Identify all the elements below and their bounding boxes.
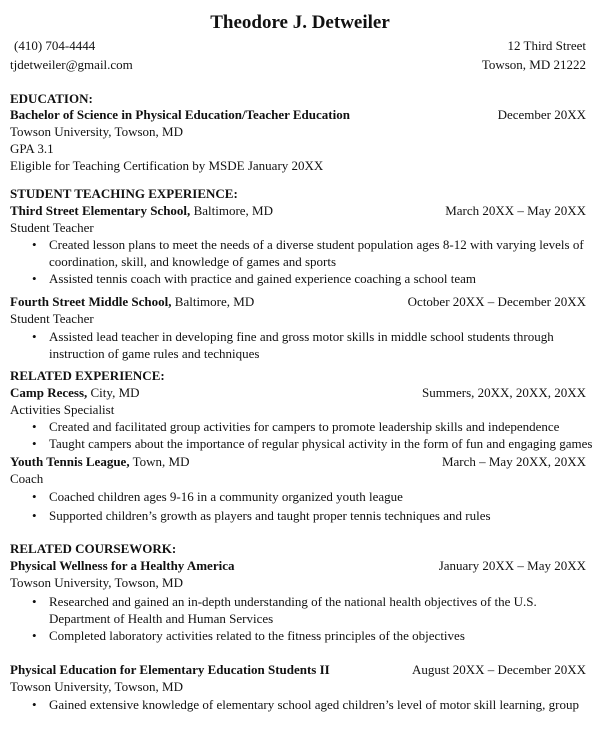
bullet-icon: • <box>32 271 37 286</box>
bullet-icon: • <box>32 237 37 252</box>
bullet-icon: • <box>32 489 37 504</box>
bullet-icon: • <box>32 508 37 523</box>
course-school: Towson University, Towson, MD <box>10 679 183 694</box>
contact-row-2 <box>10 56 586 73</box>
job-role: Student Teacher <box>10 311 94 326</box>
job-organization: Youth Tennis League, <box>10 454 130 469</box>
job-organization: Camp Recess, <box>10 385 88 400</box>
job-header <box>10 453 586 470</box>
list-item: • Researched and gained an in-depth understanding of the national health objectives of the U.S. Department of Health and Human Services <box>32 594 537 626</box>
street-address: 12 Third Street <box>507 38 586 53</box>
course-header <box>10 661 586 678</box>
city-address: Towson, MD 21222 <box>481 57 586 72</box>
degree: Bachelor of Science in Physical Education/Teacher Education <box>10 107 350 122</box>
course-title: Physical Wellness for a Healthy America <box>10 558 235 573</box>
education-degree-row <box>10 106 586 123</box>
education-gpa: GPA 3.1 <box>10 141 54 156</box>
list-item: • Assisted tennis coach with practice and gained experience coaching a school team <box>32 271 477 286</box>
list-item: • Created lesson plans to meet the needs of a diverse student population ages 8-12 with varying levels of coordination, skill, and knowledge of games and sports <box>32 237 584 269</box>
bullet-icon: • <box>32 329 37 344</box>
course-header <box>10 557 586 574</box>
degree-date: December 20XX <box>497 107 586 122</box>
job-location: City, MD <box>87 385 140 400</box>
job-date: October 20XX – December 20XX <box>407 294 586 309</box>
job-location: Baltimore, MD <box>171 294 255 309</box>
job-date: March – May 20XX, 20XX <box>441 454 586 469</box>
list-item: • Coached children ages 9-16 in a community organized youth league <box>32 489 403 504</box>
job-date: Summers, 20XX, 20XX, 20XX <box>422 385 586 400</box>
list-item: • Gained extensive knowledge of elementary school aged children’s level of motor skill learning, group <box>32 697 579 712</box>
job-role: Activities Specialist <box>10 402 115 417</box>
job-header <box>10 293 586 310</box>
candidate-name: Theodore J. Detweiler <box>210 12 390 33</box>
bullet-icon: • <box>32 628 37 643</box>
list-item: • Created and facilitated group activities for campers to promote leadership skills and independence <box>32 419 560 434</box>
bullet-icon: • <box>32 594 37 609</box>
list-item: • Taught campers about the importance of regular physical activity in the form of fun and engaging games <box>32 436 593 451</box>
job-organization: Fourth Street Middle School, <box>10 294 172 309</box>
email: tjdetweiler@gmail.com <box>10 57 133 72</box>
list-item: • Assisted lead teacher in developing fine and gross motor skills in middle school students through instruction of game rules and techniques <box>32 329 554 361</box>
related-experience-heading: RELATED EXPERIENCE: <box>10 368 165 383</box>
bullet-icon: • <box>32 419 37 434</box>
course-date: January 20XX – May 20XX <box>438 558 586 573</box>
student-teaching-heading: STUDENT TEACHING EXPERIENCE: <box>10 186 238 201</box>
course-school: Towson University, Towson, MD <box>10 575 183 590</box>
education-certification: Eligible for Teaching Certification by MSDE January 20XX <box>10 158 324 173</box>
education-school: Towson University, Towson, MD <box>10 124 183 139</box>
job-role: Student Teacher <box>10 220 94 235</box>
education-heading: EDUCATION: <box>10 91 93 106</box>
job-organization: Third Street Elementary School, <box>10 203 191 218</box>
bullet-icon: • <box>32 697 37 712</box>
course-date: August 20XX – December 20XX <box>411 662 586 677</box>
job-header <box>10 202 586 219</box>
contact-row-1 <box>14 37 586 54</box>
list-item: • Supported children’s growth as players and taught proper tennis techniques and rules <box>32 508 491 523</box>
job-header <box>10 384 586 401</box>
job-role: Coach <box>10 471 44 486</box>
bullet-icon: • <box>32 436 37 451</box>
list-item: • Completed laboratory activities related to the fitness principles of the objectives <box>32 628 465 643</box>
job-location: Town, MD <box>129 454 190 469</box>
job-location: Baltimore, MD <box>190 203 273 218</box>
coursework-heading: RELATED COURSEWORK: <box>10 541 177 556</box>
phone: (410) 704-4444 <box>14 38 96 53</box>
course-title: Physical Education for Elementary Education Students II <box>10 662 330 677</box>
job-date: March 20XX – May 20XX <box>445 203 586 218</box>
